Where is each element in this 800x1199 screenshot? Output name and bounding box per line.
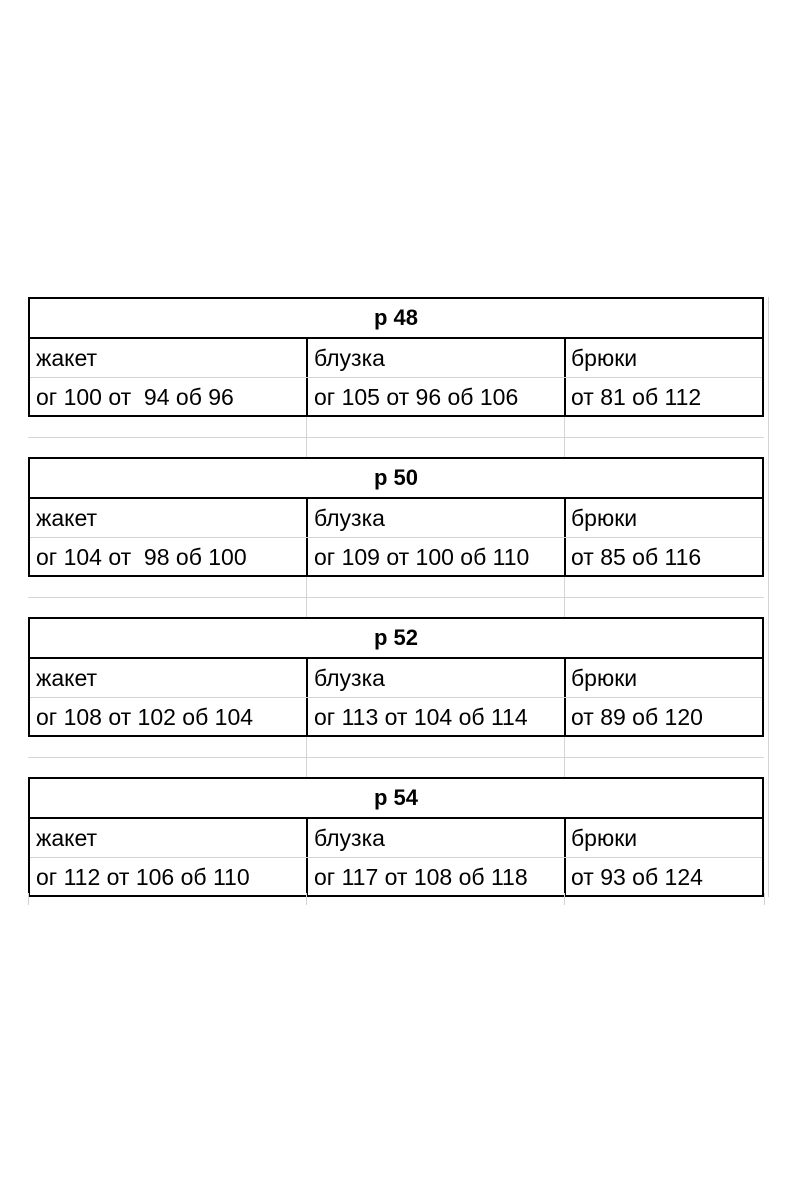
header-blouse: блузка bbox=[308, 659, 566, 697]
value-trousers: от 81 об 112 bbox=[571, 384, 702, 410]
header-jacket: жакет bbox=[30, 819, 308, 857]
size-title: р 50 bbox=[30, 459, 762, 499]
header-jacket: жакет bbox=[30, 659, 308, 697]
header-trousers: брюки bbox=[571, 505, 638, 531]
size-title: р 54 bbox=[30, 779, 762, 819]
value-blouse: ог 113 от 104 об 114 bbox=[308, 698, 566, 737]
header-row bbox=[30, 339, 762, 378]
header-trousers: брюки bbox=[571, 665, 638, 691]
grid-stub bbox=[28, 893, 29, 905]
spacer-row bbox=[28, 737, 764, 777]
grid-stub bbox=[306, 893, 307, 905]
value-blouse: ог 109 от 100 об 110 bbox=[308, 538, 566, 577]
size-table-50 bbox=[28, 457, 764, 577]
grid-stub bbox=[564, 893, 565, 905]
grid-stub bbox=[764, 893, 765, 905]
size-chart-sheet bbox=[28, 297, 764, 897]
value-trousers: от 85 об 116 bbox=[571, 544, 702, 570]
value-blouse: ог 117 от 108 об 118 bbox=[308, 858, 566, 897]
header-blouse: блузка bbox=[308, 819, 566, 857]
value-trousers: от 89 об 120 bbox=[571, 704, 703, 730]
values-row bbox=[30, 378, 762, 417]
value-jacket: ог 100 от 94 об 96 bbox=[30, 378, 308, 417]
value-blouse: ог 105 от 96 об 106 bbox=[308, 378, 566, 417]
value-jacket: ог 108 от 102 об 104 bbox=[30, 698, 308, 737]
header-row bbox=[30, 819, 762, 858]
values-row bbox=[30, 858, 762, 897]
grid-stub bbox=[768, 297, 769, 897]
header-jacket: жакет bbox=[30, 499, 308, 537]
header-blouse: блузка bbox=[308, 499, 566, 537]
value-jacket: ог 104 от 98 об 100 bbox=[30, 538, 308, 577]
values-row bbox=[30, 698, 762, 737]
value-jacket: ог 112 от 106 об 110 bbox=[30, 858, 308, 897]
spacer-row bbox=[28, 577, 764, 617]
spacer-row bbox=[28, 417, 764, 457]
size-title: р 48 bbox=[30, 299, 762, 339]
size-table-52 bbox=[28, 617, 764, 737]
header-jacket: жакет bbox=[30, 339, 308, 377]
header-row bbox=[30, 659, 762, 698]
value-trousers: от 93 об 124 bbox=[571, 864, 703, 890]
size-title: р 52 bbox=[30, 619, 762, 659]
size-table-48 bbox=[28, 297, 764, 417]
header-trousers: брюки bbox=[571, 825, 638, 851]
header-row bbox=[30, 499, 762, 538]
header-blouse: блузка bbox=[308, 339, 566, 377]
header-trousers: брюки bbox=[571, 345, 638, 371]
values-row bbox=[30, 538, 762, 577]
size-table-54 bbox=[28, 777, 764, 897]
